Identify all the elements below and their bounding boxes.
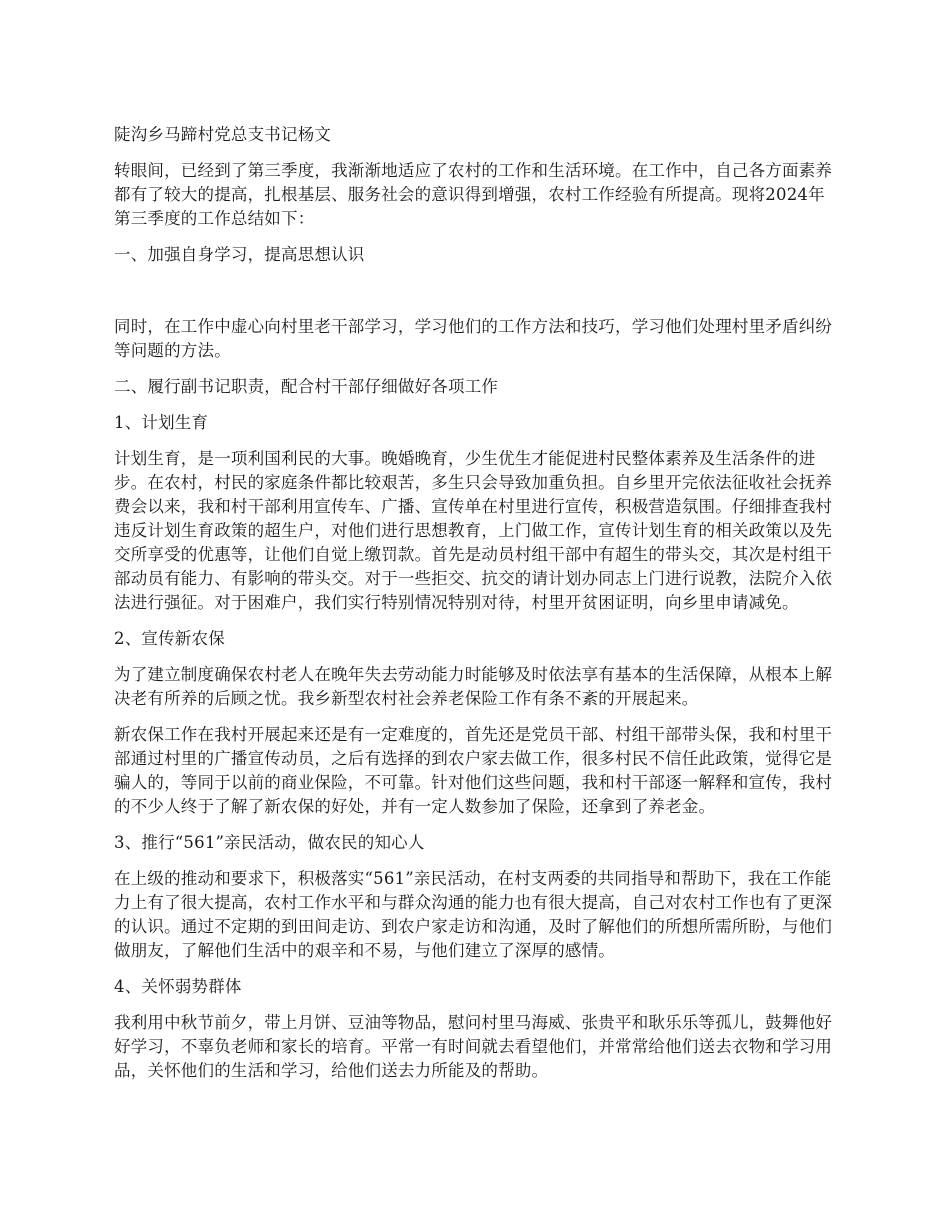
- subsection-4-heading: 4、关怀弱势群体: [114, 977, 242, 996]
- subsection-2-paragraph-1: 为了建立制度确保农村老人在晚年失去劳动能力时能够及时依法享有基本的生活保障，从根本上解决老有所养的后顾之忧。我乡新型农村社会养老保险工作有条不紊的开展起来。: [114, 665, 833, 708]
- author-line: 陡沟乡马蹄村党总支书记杨文: [114, 125, 332, 144]
- blank-gap: [114, 279, 840, 315]
- section-1-heading: 一、加强自身学习，提高思想认识: [114, 245, 365, 264]
- subsection-3-paragraph: 在上级的推动和要求下，积极落实“561”亲民活动，在村支两委的共同指导和帮助下，我在工作能力上有了很大提高，农村工作水平和与群众沟通的能力也有很大提高，自己对农村工作也有了更深的认识。通过不定期的到田间走访、到农户家走访和沟通，及时了解他们的所想所需所盼，与他们做朋友，了解他们生活中的艰辛和不易，与他们建立了深厚的感情。: [114, 869, 833, 960]
- subsection-1-heading: 1、计划生育: [114, 413, 209, 432]
- subsection-2-paragraph-2: 新农保工作在我村开展起来还是有一定难度的，首先还是党员干部、村组干部带头保，我和村里干部通过村里的广播宣传动员，之后有选择的到农户家去做工作，很多村民不信任此政策，觉得它是骗人的，等同于以前的商业保险，不可靠。针对他们这些问题，我和村干部逐一解释和宣传，我村的不少人终于了解了新农保的好处，并有一定人数参加了保险，还拿到了养老金。: [114, 725, 833, 816]
- document-body: [114, 123, 840, 1095]
- subsection-2-heading: 2、宣传新农保: [114, 629, 225, 648]
- intro-paragraph: 转眼间，已经到了第三季度，我渐渐地适应了农村的工作和生活环境。在工作中，自己各方面素养都有了较大的提高，扎根基层、服务社会的意识得到增强，农村工作经验有所提高。现将2024年第三季度的工作总结如下：: [114, 161, 833, 228]
- section-2-heading: 二、履行副书记职责，配合村干部仔细做好各项工作: [114, 377, 499, 396]
- subsection-4-paragraph: 我利用中秋节前夕，带上月饼、豆油等物品，慰问村里马海威、张贵平和耿乐乐等孤儿，鼓舞他好好学习，不辜负老师和家长的培育。平常一有时间就去看望他们，并常常给他们送去衣物和学习用品，关怀他们的生活和学习，给他们送去力所能及的帮助。: [114, 1013, 833, 1080]
- subsection-3-heading: 3、推行“561”亲民活动，做农民的知心人: [114, 833, 425, 852]
- section-1-paragraph: 同时，在工作中虚心向村里老干部学习，学习他们的工作方法和技巧，学习他们处理村里矛盾纠纷等问题的方法。: [114, 317, 833, 360]
- subsection-1-paragraph: 计划生育，是一项利国利民的大事。晚婚晚育，少生优生才能促进村民整体素养及生活条件的进步。在农村，村民的家庭条件都比较艰苦，多生只会导致加重负担。自乡里开完依法征收社会抚养费会以来，我和村干部利用宣传车、广播、宣传单在村里进行宣传，积极营造氛围。仔细排查我村违反计划生育政策的超生户，对他们进行思想教育，上门做工作，宣传计划生育的相关政策以及先交所享受的优惠等，让他们自觉上缴罚款。首先是动员村组干部中有超生的带头交，其次是村组干部动员有能力、有影响的带头交。对于一些拒交、抗交的请计划办同志上门进行说教，法院介入依法进行强征。对于困难户，我们实行特别情况特别对待，村里开贫困证明，向乡里申请减免。: [114, 449, 833, 612]
